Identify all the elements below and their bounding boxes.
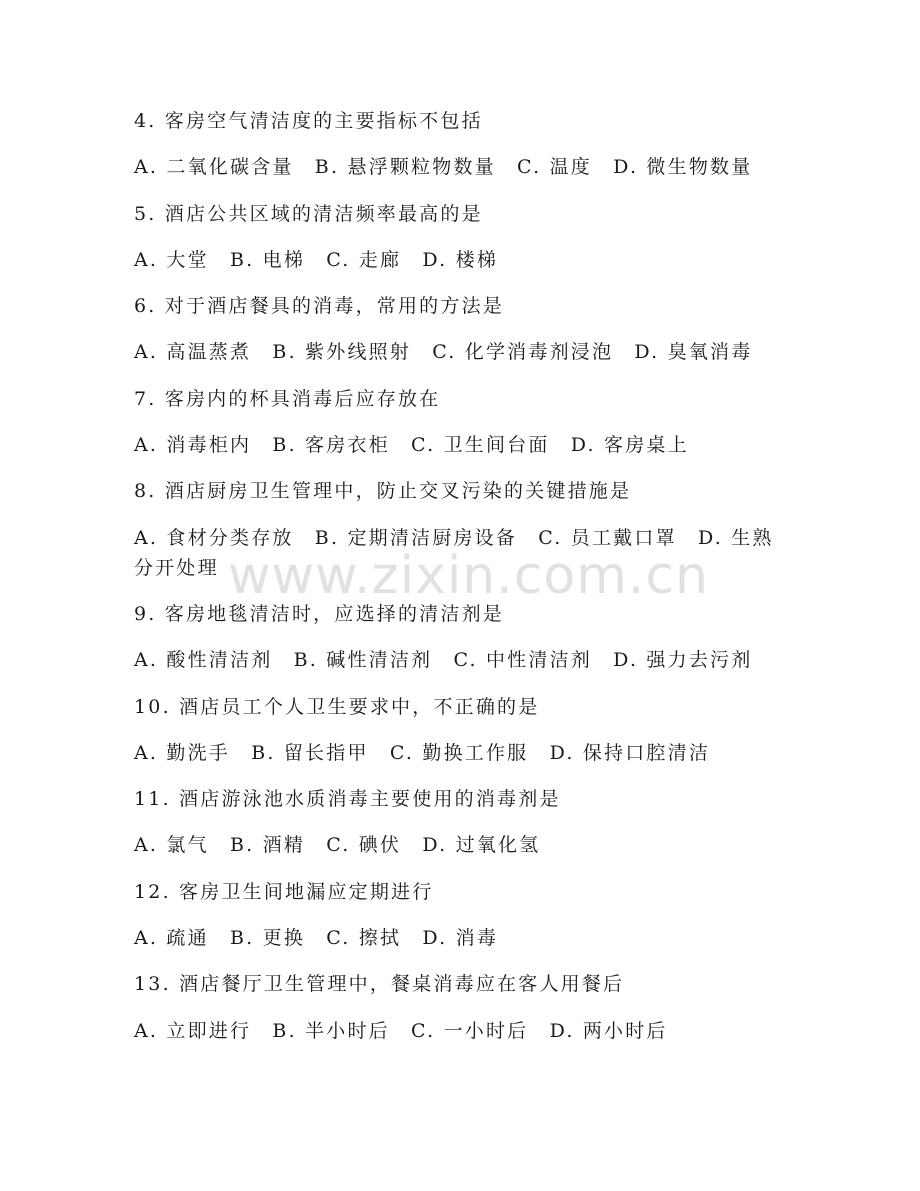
question-stem: 11. 酒店游泳池水质消毒主要使用的消毒剂是 — [134, 788, 561, 811]
question-stem: 12. 客房卫生间地漏应定期进行 — [134, 880, 434, 903]
question-stem: 5. 酒店公共区域的清洁频率最高的是 — [134, 202, 483, 225]
question-stem: 6. 对于酒店餐具的消毒，常用的方法是 — [134, 295, 504, 318]
question-options: A. 勤洗手 B. 留长指甲 C. 勤换工作服 D. 保持口腔清洁 — [134, 741, 711, 764]
question-options: A. 消毒柜内 B. 客房衣柜 C. 卫生间台面 D. 客房桌上 — [134, 434, 689, 457]
question-options: A. 食材分类存放 B. 定期清洁厨房设备 C. 员工戴口罩 D. 生熟分开处理 — [134, 526, 774, 579]
question-options: A. 高温蒸煮 B. 紫外线照射 C. 化学消毒剂浸泡 D. 臭氧消毒 — [134, 341, 753, 364]
question-stem: 9. 客房地毯清洁时，应选择的清洁剂是 — [134, 602, 504, 625]
question-stem: 8. 酒店厨房卫生管理中，防止交叉污染的关键措施是 — [134, 480, 632, 503]
question-list — [134, 106, 774, 1062]
watermark-text: www.zixin.com.cn — [228, 546, 709, 606]
question-options: A. 疏通 B. 更换 C. 擦拭 D. 消毒 — [134, 927, 499, 950]
question-options: A. 二氧化碳含量 B. 悬浮颗粒物数量 C. 温度 D. 微生物数量 — [134, 156, 753, 179]
question-options: A. 氯气 B. 酒精 C. 碘伏 D. 过氧化氢 — [134, 834, 541, 857]
question-options: A. 大堂 B. 电梯 C. 走廊 D. 楼梯 — [134, 248, 499, 271]
question-options: A. 立即进行 B. 半小时后 C. 一小时后 D. 两小时后 — [134, 1019, 668, 1042]
question-options: A. 酸性清洁剂 B. 碱性清洁剂 C. 中性清洁剂 D. 强力去污剂 — [134, 649, 753, 672]
question-stem: 4. 客房空气清洁度的主要指标不包括 — [134, 110, 483, 132]
question-stem: 13. 酒店餐厅卫生管理中，餐桌消毒应在客人用餐后 — [134, 973, 625, 996]
question-stem: 10. 酒店员工个人卫生要求中，不正确的是 — [134, 695, 540, 718]
question-stem: 7. 客房内的杯具消毒后应存放在 — [134, 387, 441, 410]
